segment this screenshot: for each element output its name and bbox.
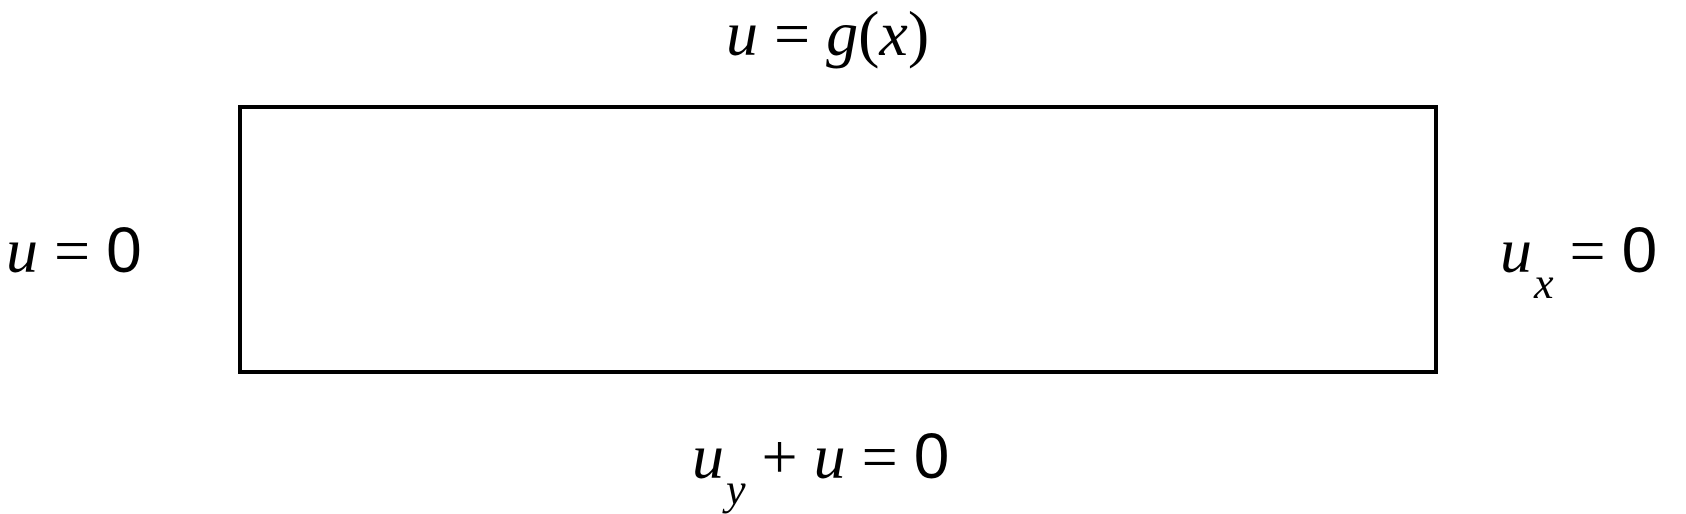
top-boundary-condition [726, 0, 930, 69]
left-equals: = [54, 215, 91, 286]
bottom-equals: = [861, 421, 898, 492]
top-arg: x [879, 0, 908, 69]
right-boundary-condition [1500, 214, 1658, 308]
top-lhs: u [726, 0, 758, 69]
left-boundary-condition [6, 214, 142, 286]
bottom-boundary-condition [692, 420, 950, 514]
top-func: g [826, 0, 859, 69]
bottom-term2: u [813, 421, 846, 492]
top-equals: = [774, 0, 811, 69]
right-lhs: u [1500, 215, 1532, 286]
right-subscript: x [1534, 259, 1554, 308]
right-equals: = [1569, 215, 1606, 286]
bottom-term1: u [692, 421, 724, 492]
bottom-rhs: 0 [913, 420, 950, 492]
left-lhs: u [6, 215, 38, 286]
right-rhs: 0 [1621, 214, 1658, 286]
left-rhs: 0 [106, 214, 142, 286]
bottom-term1-subscript: y [726, 465, 746, 514]
top-rparen: ) [907, 0, 930, 69]
top-lparen: ( [858, 0, 880, 69]
rectangular-domain [238, 105, 1438, 374]
bottom-plus: + [761, 421, 798, 492]
